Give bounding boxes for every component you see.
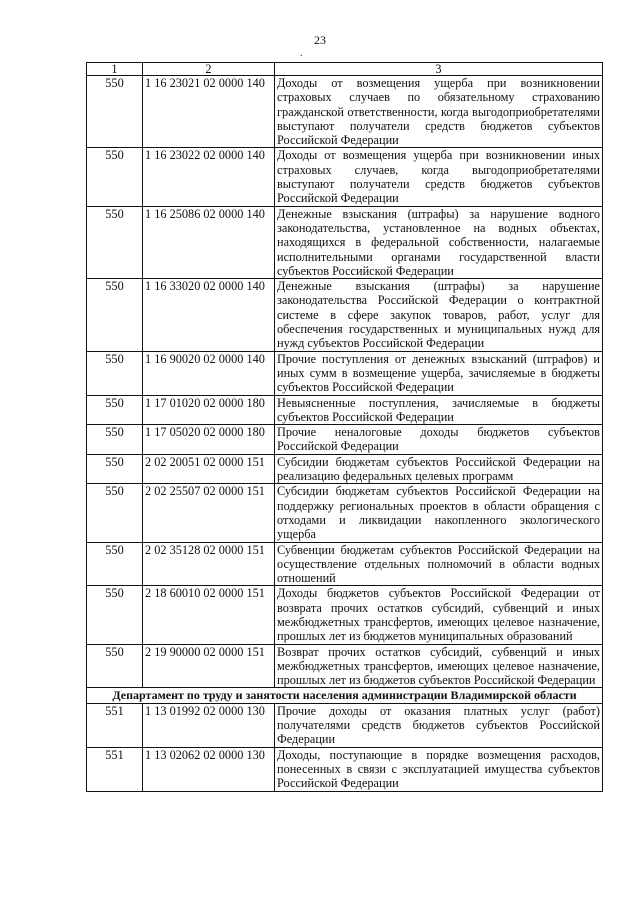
revenue-name-cell: Возврат прочих остатков субсидий, субвенций и иных межбюджетных трансфертов, имеющих целевое назначение, прошлых лет из бюджетов субъектов Российской Федерации	[275, 644, 603, 688]
page-number: 23	[314, 33, 326, 47]
admin-code-cell: 550	[87, 586, 143, 644]
admin-code-cell: 550	[87, 425, 143, 455]
revenue-code-cell: 1 17 01020 02 0000 180	[143, 395, 275, 425]
admin-code-cell: 550	[87, 279, 143, 351]
page-mark: .	[300, 48, 303, 59]
revenue-name-cell: Денежные взыскания (штрафы) за нарушение законодательства Российской Федерации о контрактной системе в сфере закупок товаров, работ, услуг для обеспечения государственных и муниципальных нужд для нужд субъектов Российской Федерации	[275, 279, 603, 351]
header-col-3: 3	[275, 63, 603, 76]
admin-code-cell: 550	[87, 206, 143, 278]
revenue-name-cell: Прочие неналоговые доходы бюджетов субъектов Российской Федерации	[275, 425, 603, 455]
table-row	[87, 425, 603, 455]
admin-code-cell: 550	[87, 395, 143, 425]
table-body	[87, 76, 603, 792]
revenue-name-cell: Прочие доходы от оказания платных услуг (работ) получателями средств бюджетов субъектов Российской Федерации	[275, 703, 603, 747]
revenue-name-cell: Субвенции бюджетам субъектов Российской Федерации на осуществление отдельных полномочий в области водных отношений	[275, 542, 603, 586]
revenue-code-cell: 1 16 25086 02 0000 140	[143, 206, 275, 278]
header-col-2: 2	[143, 63, 275, 76]
admin-code-cell: 551	[87, 703, 143, 747]
revenue-code-cell: 1 16 33020 02 0000 140	[143, 279, 275, 351]
table-row	[87, 586, 603, 644]
admin-code-cell: 550	[87, 542, 143, 586]
table-row	[87, 542, 603, 586]
revenue-name-cell: Субсидии бюджетам субъектов Российской Федерации на реализацию федеральных целевых программ	[275, 454, 603, 484]
revenue-name-cell: Доходы от возмещения ущерба при возникновении иных страховых случаев, когда выгодоприобретателями выступают получатели средств бюджетов субъектов Российской Федерации	[275, 148, 603, 206]
revenue-code-cell: 2 02 35128 02 0000 151	[143, 542, 275, 586]
revenue-code-cell: 1 16 90020 02 0000 140	[143, 351, 275, 395]
revenue-name-cell: Доходы от возмещения ущерба при возникновении страховых случаев по обязательному страхованию гражданской ответственности, когда выгодоприобретателями выступают получатели средств бюджетов субъектов Российской Федерации	[275, 76, 603, 148]
admin-code-cell: 551	[87, 747, 143, 791]
table-row	[87, 206, 603, 278]
revenue-code-cell: 1 13 01992 02 0000 130	[143, 703, 275, 747]
table-row	[87, 148, 603, 206]
admin-code-cell: 550	[87, 351, 143, 395]
revenue-name-cell: Прочие поступления от денежных взысканий (штрафов) и иных сумм в возмещение ущерба, зачисляемые в бюджеты субъектов Российской Федерации	[275, 351, 603, 395]
revenue-code-cell: 1 16 23022 02 0000 140	[143, 148, 275, 206]
table-row	[87, 747, 603, 791]
revenue-name-cell: Субсидии бюджетам субъектов Российской Федерации на поддержку региональных проектов в области обращения с отходами и ликвидации накопленного экологического ущерба	[275, 484, 603, 542]
revenue-code-cell: 2 02 20051 02 0000 151	[143, 454, 275, 484]
revenue-name-cell: Доходы, поступающие в порядке возмещения расходов, понесенных в связи с эксплуатацией имущества субъектов Российской Федерации	[275, 747, 603, 791]
table-row	[87, 279, 603, 351]
admin-code-cell: 550	[87, 484, 143, 542]
table-row	[87, 703, 603, 747]
table-row	[87, 454, 603, 484]
revenue-code-cell: 1 16 23021 02 0000 140	[143, 76, 275, 148]
table-row	[87, 76, 603, 148]
table-header-row	[87, 63, 603, 76]
revenue-code-cell: 2 02 25507 02 0000 151	[143, 484, 275, 542]
admin-code-cell: 550	[87, 454, 143, 484]
table-row	[87, 395, 603, 425]
revenue-name-cell: Невыясненные поступления, зачисляемые в бюджеты субъектов Российской Федерации	[275, 395, 603, 425]
revenue-name-cell: Доходы бюджетов субъектов Российской Федерации от возврата прочих остатков субсидий, субвенций и иных межбюджетных трансфертов, имеющих целевое назначение, прошлых лет из бюджетов муниципальных образований	[275, 586, 603, 644]
section-title: Департамент по труду и занятости населения администрации Владимирской области	[87, 688, 603, 703]
table-row	[87, 484, 603, 542]
revenue-name-cell: Денежные взыскания (штрафы) за нарушение водного законодательства, установленное на водных объектах, находящихся в федеральной собственности, налагаемые исполнительными органами государственной власти субъектов Российской Федерации	[275, 206, 603, 278]
admin-code-cell: 550	[87, 76, 143, 148]
header-col-1: 1	[87, 63, 143, 76]
revenue-codes-table	[86, 62, 603, 792]
revenue-code-cell: 1 13 02062 02 0000 130	[143, 747, 275, 791]
table-row	[87, 351, 603, 395]
admin-code-cell: 550	[87, 148, 143, 206]
section-header-row	[87, 688, 603, 703]
table-row	[87, 644, 603, 688]
revenue-code-cell: 2 18 60010 02 0000 151	[143, 586, 275, 644]
admin-code-cell: 550	[87, 644, 143, 688]
revenue-code-cell: 2 19 90000 02 0000 151	[143, 644, 275, 688]
revenue-code-cell: 1 17 05020 02 0000 180	[143, 425, 275, 455]
